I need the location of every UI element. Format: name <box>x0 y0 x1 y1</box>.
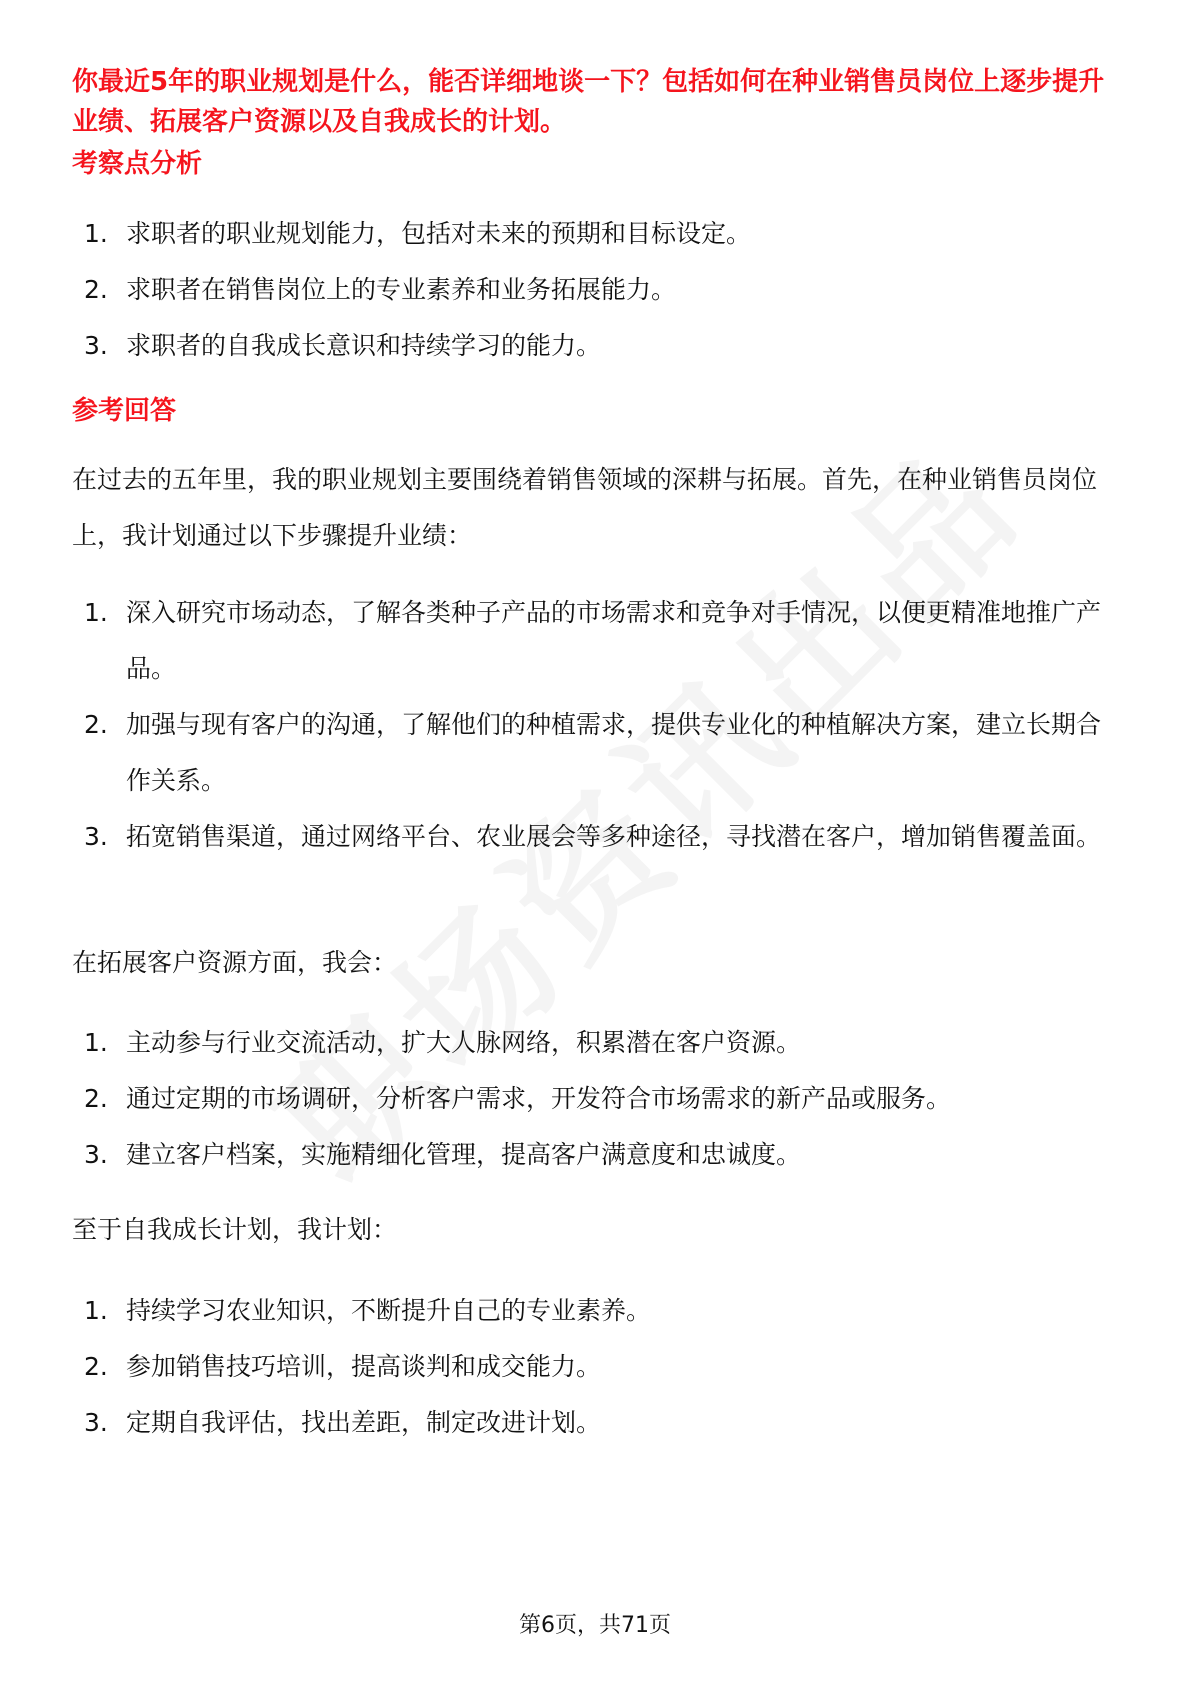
list-item: 2. 加强与现有客户的沟通，了解他们的种植需求，提供专业化的种植解决方案，建立长期合作关系。 <box>84 710 1102 795</box>
list-item: 1. 持续学习农业知识，不断提升自己的专业素养。 <box>84 1296 652 1325</box>
list-item: 3. 定期自我评估，找出差距，制定改进计划。 <box>84 1408 602 1437</box>
list-item: 2. 参加销售技巧培训，提高谈判和成交能力。 <box>84 1352 602 1381</box>
interview-question: 你最近5年的职业规划是什么，能否详细地谈一下？包括如何在种业销售员岗位上逐步提升业绩、拓展客户资源以及自我成长的计划。 <box>72 67 1105 137</box>
client-intro: 在拓展客户资源方面，我会： <box>72 948 398 977</box>
list-item: 1. 深入研究市场动态，了解各类种子产品的市场需求和竞争对手情况，以便更精准地推广产品。 <box>84 598 1102 683</box>
list-item: 3. 求职者的自我成长意识和持续学习的能力。 <box>84 331 602 360</box>
list-item: 3. 建立客户档案，实施精细化管理，提高客户满意度和忠诚度。 <box>84 1140 802 1169</box>
analysis-heading: 考察点分析 <box>72 149 203 179</box>
growth-list <box>72 1283 1122 1451</box>
list-item: 1. 求职者的职业规划能力，包括对未来的预期和目标设定。 <box>84 219 752 248</box>
list-item: 3. 拓宽销售渠道，通过网络平台、农业展会等多种途径，寻找潜在客户，增加销售覆盖面。 <box>84 822 1102 851</box>
growth-intro: 至于自我成长计划，我计划： <box>72 1215 398 1244</box>
answer-intro: 在过去的五年里，我的职业规划主要围绕着销售领域的深耕与拓展。首先，在种业销售员岗位上，我计划通过以下步骤提升业绩： <box>72 465 1098 550</box>
answer-heading: 参考回答 <box>72 396 177 426</box>
performance-list <box>72 585 1122 865</box>
analysis-list <box>72 206 1122 374</box>
list-item: 2. 通过定期的市场调研，分析客户需求，开发符合市场需求的新产品或服务。 <box>84 1084 952 1113</box>
client-list <box>72 1015 1122 1183</box>
list-item: 1. 主动参与行业交流活动，扩大人脉网络，积累潜在客户资源。 <box>84 1028 802 1057</box>
list-item: 2. 求职者在销售岗位上的专业素养和业务拓展能力。 <box>84 275 677 304</box>
page-footer: 第6页，共71页 <box>519 1613 671 1638</box>
